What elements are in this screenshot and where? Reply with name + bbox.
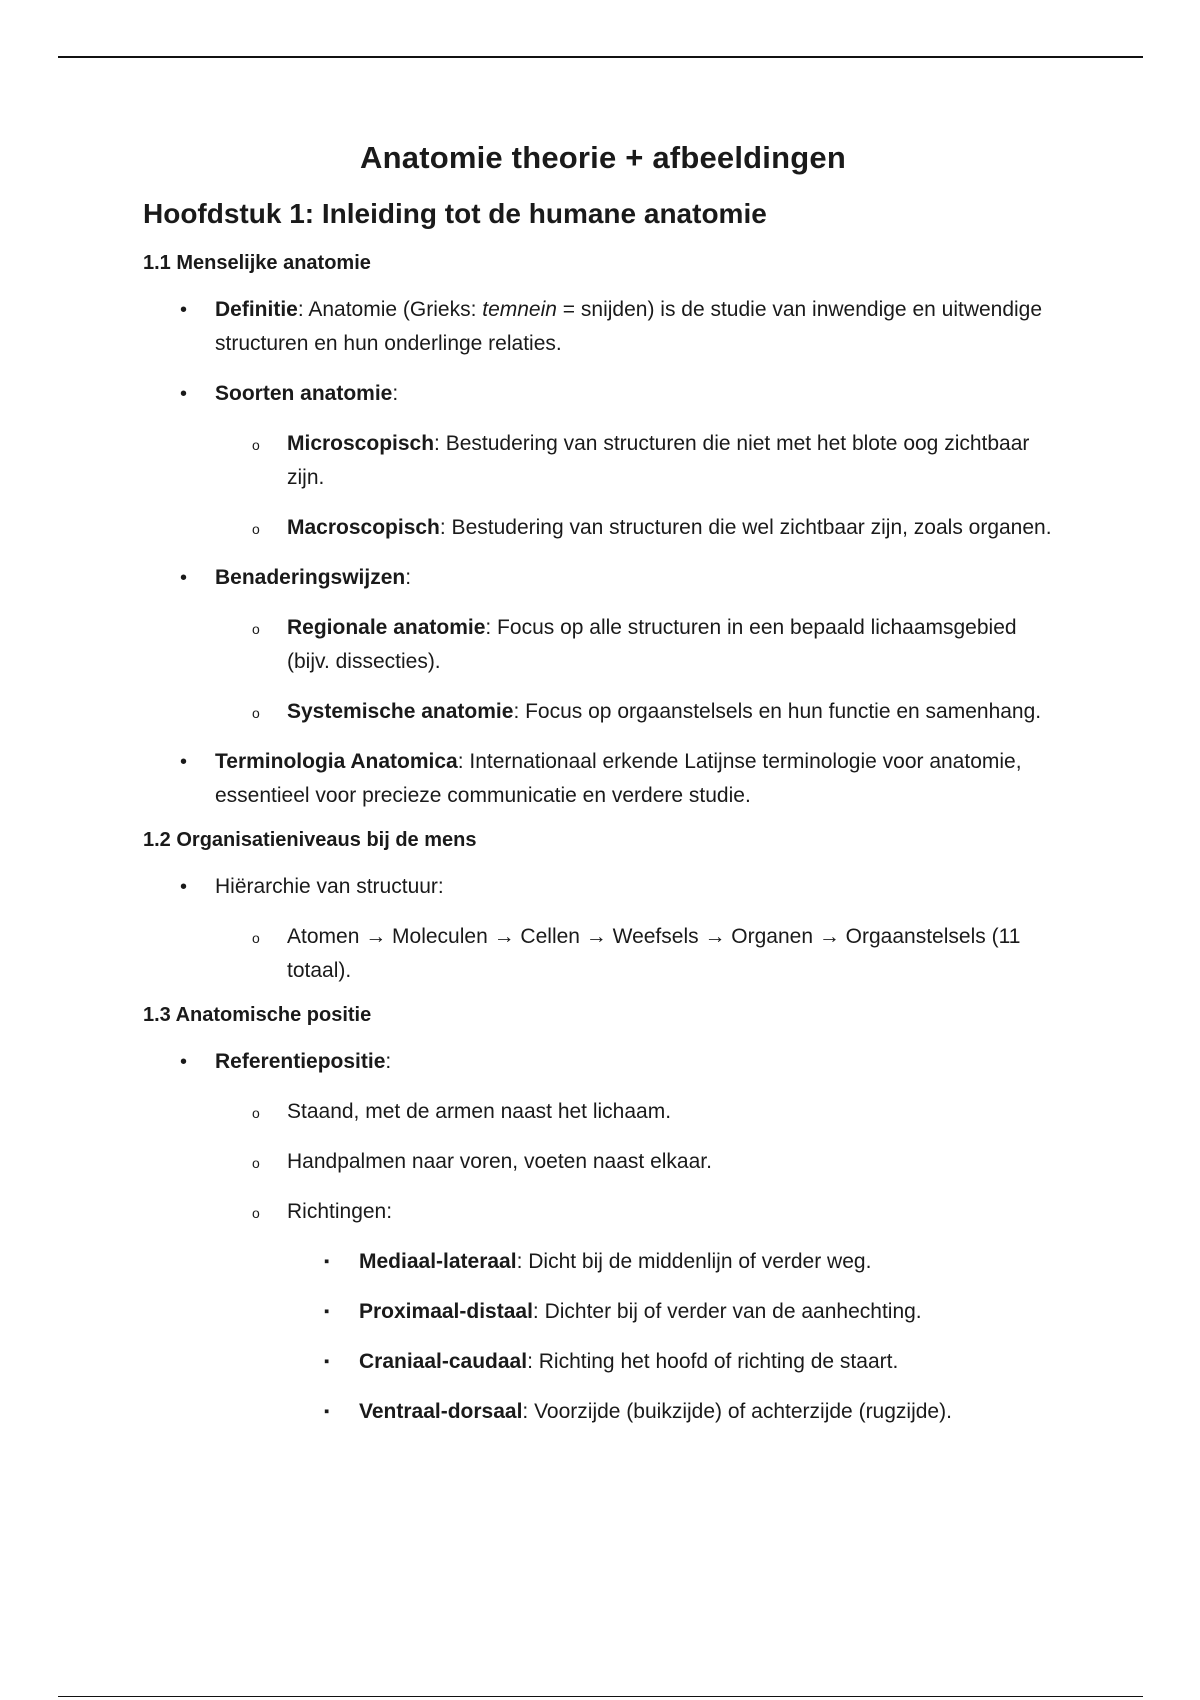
- top-rule: [58, 56, 1143, 58]
- list-item-microscopisch: o Microscopisch: Bestudering van structuren die niet met het blote oog zichtbaar zijn.: [215, 427, 1063, 495]
- list-item-chain: o Atomen → Moleculen → Cellen → Weefsels → Organen → Orgaanstelsels (11 totaal).: [215, 920, 1063, 988]
- section-1-3-list: [143, 1045, 1063, 1429]
- list-item-craniaal: ▪ Craniaal-caudaal: Richting het hoofd of richting de staart.: [287, 1345, 1063, 1379]
- list-item-handpalmen: o Handpalmen naar voren, voeten naast elkaar.: [215, 1145, 1063, 1179]
- section-1-2-list: [143, 870, 1063, 988]
- list-item-terminologia: • Terminologia Anatomica: Internationaal erkende Latijnse terminologie voor anatomie, essentieel voor precieze communicatie en verdere studie.: [143, 745, 1063, 813]
- section-heading-1-3: 1.3 Anatomische positie: [143, 1004, 372, 1026]
- list-item-richtingen: o Richtingen: ▪ Mediaal-lateraal: Dicht bij de middenlijn of verder weg. ▪ Proximaal-distaal: Dichter bij of verder van de aanhechting. ▪ Craniaal-caudaal: Richting het hoofd of richting de staart. ▪ Ventraal-dorsaal: Voorzijde (buikzijde) of achterzijde (rugzijde).: [215, 1195, 1063, 1429]
- list-item-systemische: o Systemische anatomie: Focus op orgaanstelsels en hun functie en samenhang.: [215, 695, 1063, 729]
- list-item-regionale: o Regionale anatomie: Focus op alle structuren in een bepaald lichaamsgebied (bijv. dissecties).: [215, 611, 1063, 679]
- list-item-soorten: • Soorten anatomie: o Microscopisch: Bestudering van structuren die niet met het blote oog zichtbaar zijn. o Macroscopisch: Bestudering van structuren die wel zichtbaar zijn, zoals organen.: [143, 377, 1063, 545]
- list-item-proximaal: ▪ Proximaal-distaal: Dichter bij of verder van de aanhechting.: [287, 1295, 1063, 1329]
- list-item-referentiepositie: • Referentiepositie: o Staand, met de armen naast het lichaam. o Handpalmen naar voren, voeten naast elkaar. o Richtingen: ▪ Mediaal-lateraal: Dicht bij de middenlijn of verder weg. ▪ Proximaal-distaal: Dichter bij of verder van de aanhechting. ▪ Craniaal-caudaal: Richting het hoofd of richting de staart. ▪ Ventraal-dorsaal: Voorzijde (buikzijde) of achterzijde (rugzijde).: [143, 1045, 1063, 1429]
- list-item-benaderingswijzen: • Benaderingswijzen: o Regionale anatomie: Focus op alle structuren in een bepaald lichaamsgebied (bijv. dissecties). o Systemische anatomie: Focus op orgaanstelsels en hun functie en samenhang.: [143, 561, 1063, 729]
- list-item-mediaal: ▪ Mediaal-lateraal: Dicht bij de middenlijn of verder weg.: [287, 1245, 1063, 1279]
- section-heading-1-1: 1.1 Menselijke anatomie: [143, 252, 371, 274]
- section-heading-1-2: 1.2 Organisatieniveaus bij de mens: [143, 829, 477, 851]
- list-item-ventraal: ▪ Ventraal-dorsaal: Voorzijde (buikzijde) of achterzijde (rugzijde).: [287, 1395, 1063, 1429]
- document-page: [143, 140, 1063, 1445]
- chapter-heading: Hoofdstuk 1: Inleiding tot de humane anatomie: [143, 198, 767, 229]
- referentiepositie-sublist: [215, 1095, 1063, 1429]
- document-title: Anatomie theorie + afbeeldingen: [360, 140, 846, 175]
- hierarchie-sublist: [215, 920, 1063, 988]
- list-item-staand: o Staand, met de armen naast het lichaam.: [215, 1095, 1063, 1129]
- richtingen-sublist: [287, 1245, 1063, 1429]
- bottom-rule: [58, 1696, 1143, 1697]
- list-item-hierarchie: • Hiërarchie van structuur: o Atomen → Moleculen → Cellen → Weefsels → Organen → Orgaanstelsels (11 totaal).: [143, 870, 1063, 988]
- benaderingswijzen-sublist: [215, 611, 1063, 729]
- soorten-sublist: [215, 427, 1063, 545]
- section-1-1-list: [143, 293, 1063, 813]
- list-item-macroscopisch: o Macroscopisch: Bestudering van structuren die wel zichtbaar zijn, zoals organen.: [215, 511, 1063, 545]
- list-item-definitie: • Definitie: Anatomie (Grieks: temnein = snijden) is de studie van inwendige en uitwendige structuren en hun onderlinge relaties.: [143, 293, 1063, 361]
